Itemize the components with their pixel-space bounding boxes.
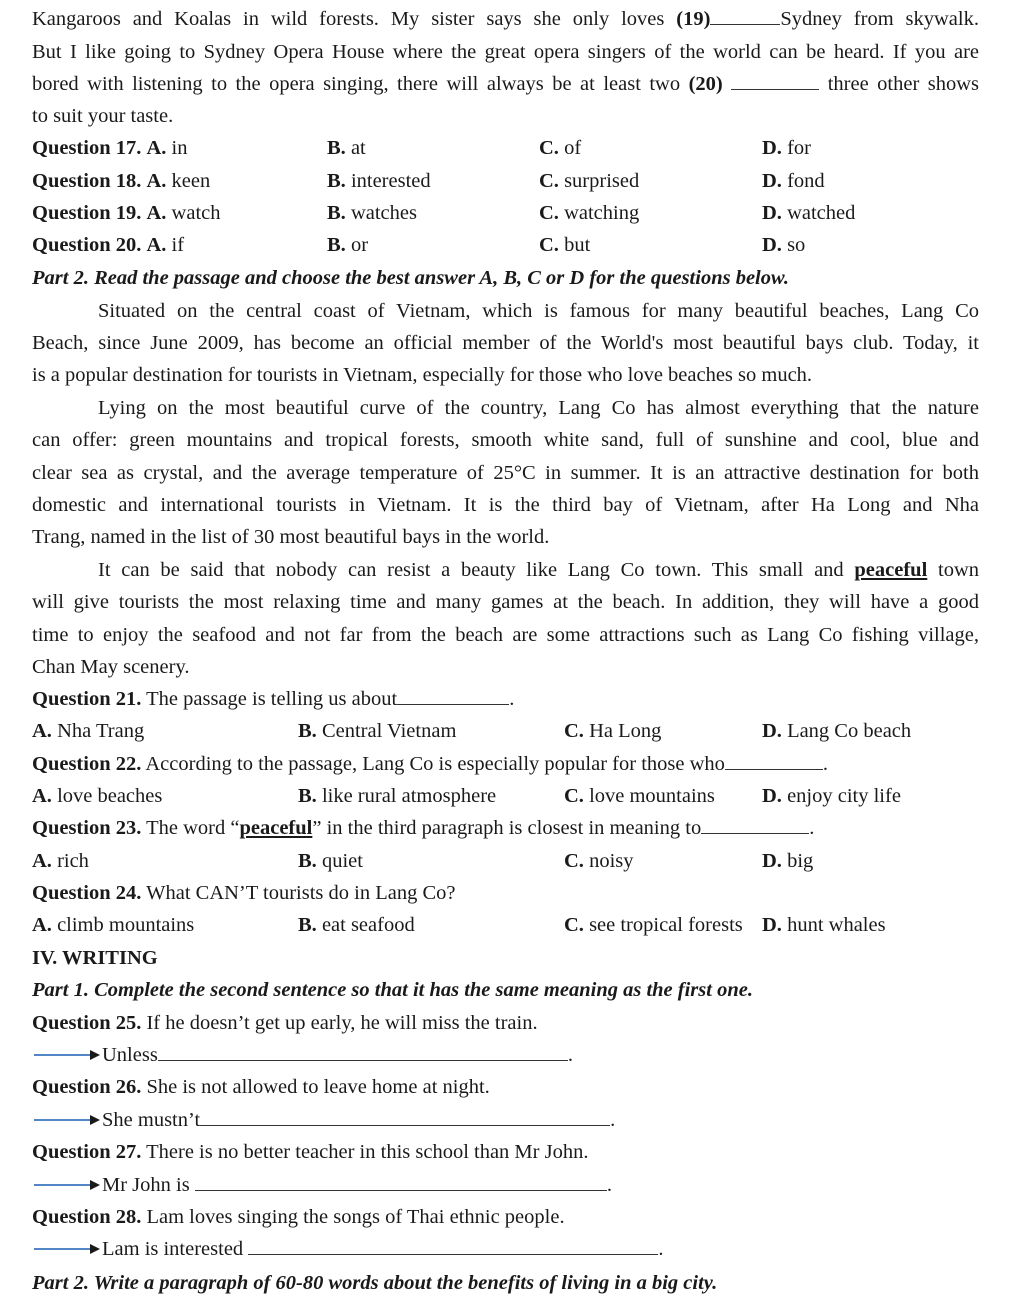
passage-line: can offer: green mountains and tropical forests, smooth white sand, full of sunshine and cool, blue and — [32, 429, 979, 451]
option-letter: D. — [762, 137, 782, 159]
passage-line: Beach, since June 2009, has become an official member of the World's most beautiful bays club. Today, it — [32, 332, 979, 354]
passage-line: Trang, named in the list of 30 most beautiful bays in the world. — [32, 526, 550, 548]
option-a[interactable]: watch — [171, 202, 221, 224]
text: . — [606, 1174, 612, 1196]
text: town — [938, 559, 980, 581]
question-label: Question 21. — [32, 688, 142, 710]
option-letter: C. — [564, 785, 584, 807]
option-c[interactable]: see tropical forests — [589, 914, 743, 936]
option-c[interactable]: love mountains — [589, 785, 715, 807]
option-letter: A. — [146, 170, 167, 192]
passage-line: Situated on the central coast of Vietnam, which is famous for many beautiful beaches, Lang Co — [98, 300, 979, 322]
rewrite-row — [32, 1040, 979, 1070]
text: . — [658, 1238, 664, 1260]
option-b[interactable]: or — [350, 234, 369, 256]
question-stem — [32, 684, 979, 714]
answer-blank[interactable] — [725, 749, 823, 770]
question-text: Lam loves singing the songs of Thai ethnic people. — [146, 1206, 565, 1228]
question-label: Question 28. — [32, 1206, 142, 1228]
option-letter: C. — [564, 720, 584, 742]
passage-line: Chan May scenery. — [32, 656, 190, 678]
question-stem — [32, 1137, 979, 1167]
option-letter: C. — [564, 914, 584, 936]
answer-line[interactable] — [195, 1170, 607, 1191]
option-a[interactable]: love beaches — [57, 785, 163, 807]
question-row — [32, 166, 979, 196]
option-a[interactable]: climb mountains — [57, 914, 195, 936]
option-letter: A. — [32, 850, 52, 872]
option-letter: D. — [762, 720, 782, 742]
option-letter: B. — [327, 170, 346, 192]
text: But I like going to Sydney Opera House where the great opera singers of the world can be heard. If you are — [32, 41, 979, 63]
option-a[interactable]: keen — [171, 170, 211, 192]
option-letter: B. — [327, 202, 346, 224]
question-label: Question 25. — [32, 1012, 142, 1034]
question-label: Question 26. — [32, 1076, 142, 1098]
option-c[interactable]: of — [564, 137, 582, 159]
option-c[interactable]: noisy — [589, 850, 634, 872]
key-word: peaceful — [239, 817, 313, 839]
option-letter: A. — [32, 785, 52, 807]
passage-line — [98, 555, 979, 585]
option-letter: B. — [327, 234, 346, 256]
option-letter: B. — [298, 720, 317, 742]
question-label: Question 22. — [32, 753, 142, 775]
question-stem — [32, 813, 979, 843]
option-letter: C. — [539, 202, 559, 224]
text: It can be said that nobody can resist a beauty like Lang Co town. This small and — [98, 559, 844, 581]
question-row — [32, 781, 979, 811]
option-c[interactable]: watching — [564, 202, 640, 224]
passage-line: will give tourists the most relaxing time and many games at the beach. In addition, they will have a good — [32, 591, 979, 613]
text: . — [822, 753, 829, 775]
option-b[interactable]: like rural atmosphere — [321, 785, 497, 807]
question-label: Question 17. — [32, 137, 142, 159]
option-d[interactable]: so — [787, 234, 806, 256]
question-row — [32, 133, 979, 163]
answer-blank[interactable] — [701, 813, 809, 834]
question-label: Question 24. — [32, 882, 142, 904]
option-letter: A. — [146, 137, 167, 159]
sentence-start: She mustn’t — [102, 1109, 201, 1131]
passage-line: time to enjoy the seafood and not far from the beach are some attractions such as Lang Co fishing village, — [32, 624, 979, 646]
sentence-start: Mr John is — [102, 1174, 190, 1196]
text: . — [610, 1109, 616, 1131]
option-d[interactable]: hunt whales — [787, 914, 886, 936]
section-title: IV. WRITING — [32, 947, 158, 969]
text: three other shows — [827, 73, 980, 95]
passage-line: domestic and international tourists in Vietnam. It is the third bay of Vietnam, after Ha Long and Nha — [32, 494, 979, 516]
option-letter: C. — [539, 137, 559, 159]
option-a[interactable]: in — [171, 137, 188, 159]
option-d[interactable]: Lang Co beach — [787, 720, 912, 742]
option-d[interactable]: watched — [787, 202, 856, 224]
option-b[interactable]: quiet — [321, 850, 363, 872]
option-d[interactable]: fond — [787, 170, 825, 192]
option-a[interactable]: if — [171, 234, 185, 256]
question-label: Question 23. — [32, 817, 142, 839]
text: . — [509, 688, 515, 710]
option-letter: D. — [762, 914, 782, 936]
passage-line: clear sea as crystal, and the average temperature of 25°C in summer. It is an attractive destination for both — [32, 462, 979, 484]
answer-line[interactable] — [248, 1234, 658, 1255]
text: Sydney from skywalk. — [780, 8, 979, 30]
question-row — [32, 910, 979, 940]
question-text: The word “ — [146, 817, 240, 839]
section-heading: Part 2. Read the passage and choose the best answer A, B, C or D for the questions below. — [32, 267, 790, 289]
arrow-icon — [32, 1105, 102, 1135]
gap-number: (19) — [676, 8, 711, 30]
option-c[interactable]: but — [564, 234, 591, 256]
answer-blank[interactable] — [397, 684, 509, 705]
option-d[interactable]: for — [787, 137, 811, 159]
option-letter: C. — [539, 170, 559, 192]
rewrite-row — [32, 1234, 979, 1264]
passage-line — [32, 37, 979, 67]
option-b[interactable]: eat seafood — [321, 914, 415, 936]
option-letter: A. — [32, 914, 52, 936]
option-b[interactable]: at — [350, 137, 366, 159]
arrow-icon — [32, 1040, 102, 1070]
question-stem — [32, 1008, 979, 1038]
question-stem — [32, 1202, 979, 1232]
question-label: Question 19. — [32, 202, 142, 224]
option-letter: B. — [298, 914, 317, 936]
passage-line — [32, 69, 979, 99]
option-c[interactable]: Ha Long — [589, 720, 662, 742]
answer-blank — [710, 4, 780, 25]
question-row — [32, 198, 979, 228]
option-letter: D. — [762, 202, 782, 224]
option-b[interactable]: watches — [350, 202, 417, 224]
sentence-start: Unless — [102, 1044, 158, 1066]
passage-line — [32, 101, 979, 131]
option-letter: C. — [539, 234, 559, 256]
question-label: Question 20. — [32, 234, 142, 256]
gap-number: (20) — [688, 73, 723, 95]
question-row — [32, 716, 979, 746]
option-a[interactable]: Nha Trang — [57, 720, 145, 742]
option-letter: A. — [146, 234, 167, 256]
question-row — [32, 230, 979, 260]
text: . — [567, 1044, 573, 1066]
option-letter: C. — [564, 850, 584, 872]
sentence-start: Lam is interested — [102, 1238, 244, 1260]
text: to suit your taste. — [32, 105, 174, 127]
question-text: The passage is telling us about — [146, 688, 398, 710]
question-text: There is no better teacher in this school than Mr John. — [146, 1141, 589, 1163]
answer-blank — [731, 69, 819, 90]
question-label: Question 18. — [32, 170, 142, 192]
rewrite-row — [32, 1170, 979, 1200]
option-b[interactable]: Central Vietnam — [321, 720, 457, 742]
section-heading: Part 1. Complete the second sentence so that it has the same meaning as the first one. — [32, 979, 753, 1001]
question-row — [32, 846, 979, 876]
option-letter: A. — [146, 202, 167, 224]
option-letter: B. — [298, 785, 317, 807]
option-a[interactable]: rich — [57, 850, 89, 872]
option-letter: D. — [762, 785, 782, 807]
option-c[interactable]: surprised — [564, 170, 640, 192]
question-stem — [32, 1072, 979, 1102]
answer-line[interactable] — [200, 1105, 610, 1126]
option-letter: D. — [762, 850, 782, 872]
question-stem — [32, 749, 979, 779]
question-text: According to the passage, Lang Co is especially popular for those who — [145, 753, 725, 775]
option-b[interactable]: interested — [350, 170, 431, 192]
option-d[interactable]: big — [787, 850, 814, 872]
key-word: peaceful — [854, 559, 928, 581]
rewrite-row — [32, 1105, 979, 1135]
arrow-icon — [32, 1234, 102, 1264]
text: . — [809, 817, 815, 839]
passage-line: Lying on the most beautiful curve of the country, Lang Co has almost everything that the nature — [98, 397, 979, 419]
option-letter: B. — [327, 137, 346, 159]
text: Kangaroos and Koalas in wild forests. My sister says she only loves — [32, 8, 665, 30]
passage-line: is a popular destination for tourists in Vietnam, especially for those who love beaches so much. — [32, 364, 813, 386]
option-letter: B. — [298, 850, 317, 872]
question-text: What CAN’T tourists do in Lang Co? — [146, 882, 456, 904]
text: bored with listening to the opera singing, there will always be at least two — [32, 73, 681, 95]
question-label: Question 27. — [32, 1141, 142, 1163]
question-text: ” in the third paragraph is closest in meaning to — [312, 817, 702, 839]
option-d[interactable]: enjoy city life — [787, 785, 901, 807]
section-heading-cut: Part 2. Write a paragraph of 60-80 words about the benefits of living in a big city. — [32, 1272, 718, 1294]
question-stem — [32, 878, 979, 908]
option-letter: D. — [762, 170, 782, 192]
question-text: If he doesn’t get up early, he will miss the train. — [146, 1012, 538, 1034]
question-text: She is not allowed to leave home at night. — [146, 1076, 490, 1098]
passage-line — [32, 4, 979, 34]
option-letter: D. — [762, 234, 782, 256]
option-letter: A. — [32, 720, 52, 742]
answer-line[interactable] — [158, 1040, 568, 1061]
arrow-icon — [32, 1170, 102, 1200]
